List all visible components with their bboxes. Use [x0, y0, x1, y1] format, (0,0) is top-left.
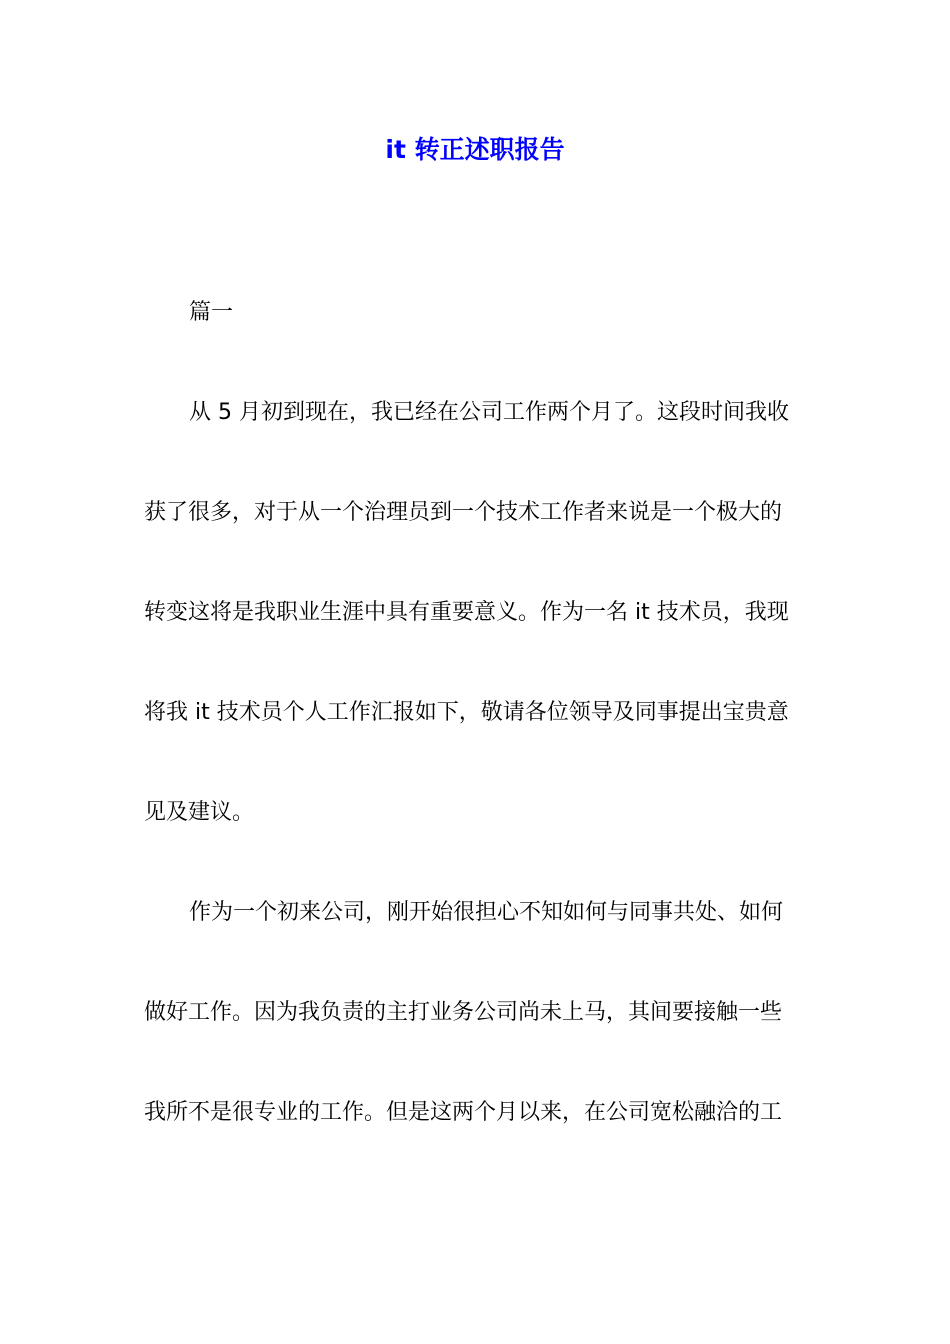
paragraph-1 — [144, 396, 806, 896]
paragraph-1-line-5: 见及建议。 — [144, 800, 255, 825]
paragraph-2-line-2: 做好工作。因为我负责的主打业务公司尚未上马，其间要接触一些 — [144, 1000, 783, 1025]
paragraph-2-line-3: 我所不是很专业的工作。但是这两个月以来，在公司宽松融洽的工 — [144, 1100, 783, 1125]
document-body — [144, 296, 806, 1196]
paragraph-2 — [144, 896, 806, 1196]
document-title: it 转正述职报告 — [385, 135, 565, 164]
section-heading-text: 篇一 — [189, 300, 234, 325]
paragraph-1-line-2: 获了很多，对于从一个治理员到一个技术工作者来说是一个极大的 — [144, 500, 783, 525]
paragraph-1-line-1: 从 5 月初到现在，我已经在公司工作两个月了。这段时间我收 — [189, 400, 789, 425]
paragraph-1-line-4: 将我 it 技术员个人工作汇报如下，敬请各位领导及同事提出宝贵意 — [144, 700, 789, 725]
paragraph-1-line-3: 转变这将是我职业生涯中具有重要意义。作为一名 it 技术员，我现 — [144, 600, 789, 625]
paragraph-2-line-1: 作为一个初来公司，刚开始很担心不知如何与同事共处、如何 — [189, 900, 784, 925]
section-heading — [144, 296, 806, 396]
